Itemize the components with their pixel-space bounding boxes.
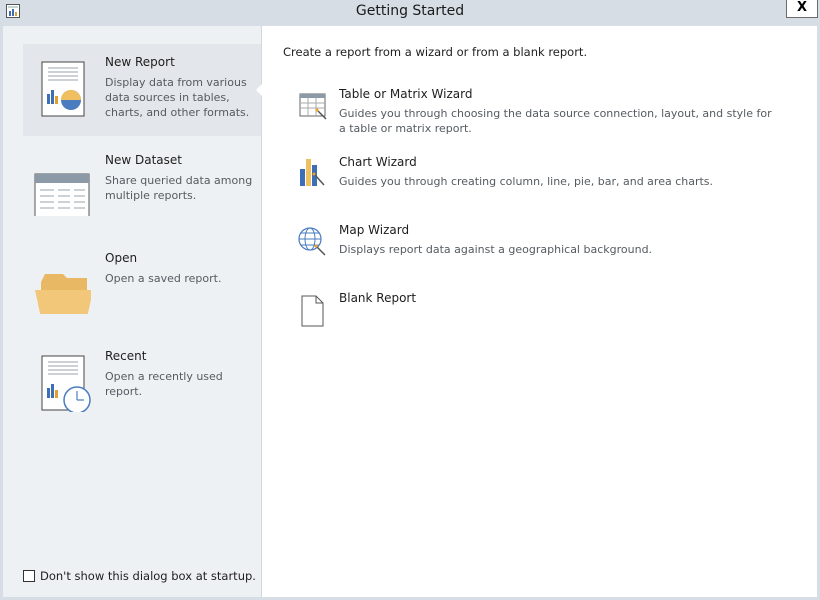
chart-wizard-option[interactable] bbox=[295, 155, 795, 209]
wizard-description: Guides you through creating column, line, pie, bar, and area charts. bbox=[339, 175, 714, 188]
left-nav-pane bbox=[3, 26, 262, 597]
nav-item-recent[interactable] bbox=[23, 338, 261, 430]
nav-item-title: New Dataset bbox=[105, 153, 182, 167]
nav-item-title: Recent bbox=[105, 349, 147, 363]
wizard-pane bbox=[263, 26, 817, 597]
dont-show-label[interactable]: Don't show this dialog box at startup. bbox=[40, 569, 256, 583]
table-wizard-icon bbox=[295, 87, 329, 123]
dialog-content bbox=[3, 26, 817, 597]
nav-item-description: Open a recently used report. bbox=[105, 370, 223, 398]
chart-wizard-icon bbox=[295, 155, 329, 191]
wizard-title: Map Wizard bbox=[339, 223, 410, 237]
close-button[interactable]: X bbox=[786, 0, 818, 18]
wizard-description: Guides you through choosing the data source connection, layout, and style for a table or matrix report. bbox=[339, 107, 772, 135]
table-matrix-wizard-option[interactable] bbox=[295, 87, 795, 141]
nav-item-description: Share queried data among multiple reports. bbox=[105, 174, 253, 202]
wizard-description: Displays report data against a geographical background. bbox=[339, 243, 653, 256]
map-wizard-option[interactable] bbox=[295, 223, 795, 277]
map-wizard-icon bbox=[295, 223, 329, 259]
nav-item-description: Open a saved report. bbox=[105, 272, 222, 285]
dialog-title: Getting Started bbox=[355, 3, 465, 19]
blank-report-option[interactable] bbox=[295, 291, 795, 345]
folder-icon bbox=[31, 252, 91, 314]
nav-item-new-report[interactable] bbox=[23, 44, 261, 136]
intro-text: Create a report from a wizard or from a blank report. bbox=[283, 45, 588, 59]
wizard-title: Blank Report bbox=[339, 291, 417, 305]
wizard-title: Chart Wizard bbox=[339, 155, 417, 169]
nav-item-description: Display data from various data sources in tables, charts, and other formats. bbox=[105, 76, 250, 119]
nav-item-new-dataset[interactable] bbox=[23, 142, 261, 234]
dont-show-checkbox[interactable] bbox=[23, 570, 35, 582]
nav-item-title: New Report bbox=[105, 55, 175, 69]
nav-item-title: Open bbox=[105, 251, 138, 265]
dataset-table-icon bbox=[31, 154, 91, 216]
blank-page-icon bbox=[295, 291, 329, 327]
title-bar bbox=[0, 0, 820, 24]
recent-report-clock-icon bbox=[31, 350, 91, 412]
dont-show-startup-option[interactable] bbox=[23, 568, 259, 586]
wizard-title: Table or Matrix Wizard bbox=[339, 87, 473, 101]
new-report-icon bbox=[31, 56, 91, 118]
nav-item-open[interactable] bbox=[23, 240, 261, 332]
